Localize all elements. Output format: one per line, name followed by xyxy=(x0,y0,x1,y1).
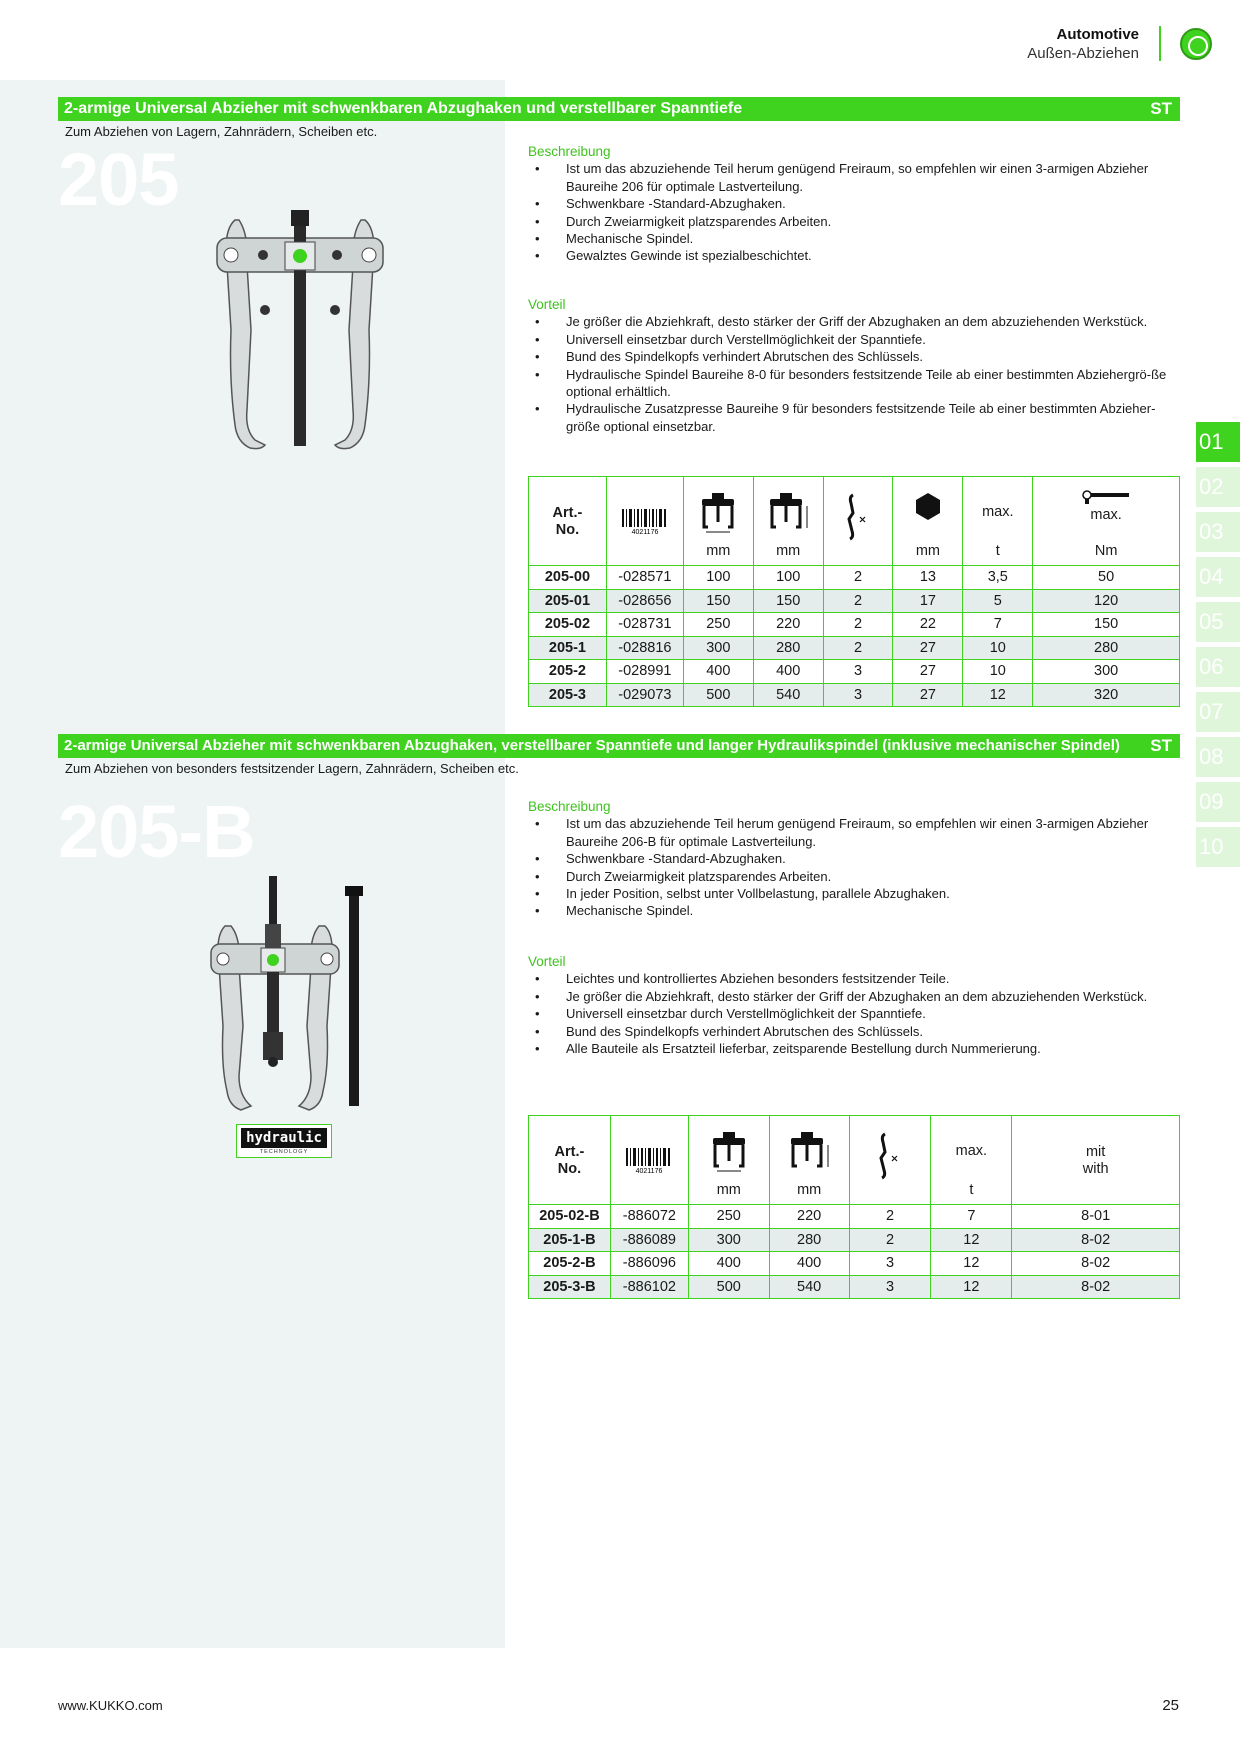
barcode-icon xyxy=(624,1148,674,1174)
table-row: 205-2 -028991 400 400 3 27 10 300 xyxy=(529,660,1180,684)
svg-text:4021176: 4021176 xyxy=(631,529,659,535)
description-list xyxy=(528,815,1178,919)
advantage-block xyxy=(528,296,1178,435)
section-code: ST xyxy=(1150,99,1172,118)
table-row: 205-3 -029073 500 540 3 27 12 320 xyxy=(529,683,1180,707)
header-subtitle: Außen-Abziehen xyxy=(1027,45,1139,62)
puller-205-b-image xyxy=(205,876,375,1116)
header-barcode xyxy=(606,477,683,566)
table-row: 205-3-B -886102 500 540 3 12 8-02 xyxy=(529,1275,1180,1299)
header-barcode xyxy=(610,1116,688,1205)
hexagon-icon xyxy=(913,491,943,521)
spec-table-205-b xyxy=(528,1115,1180,1299)
description-block xyxy=(528,798,1178,920)
span-width-icon xyxy=(698,491,738,535)
chapter-tab-05[interactable]: 05 xyxy=(1196,602,1240,642)
list-item: • Schwenkbare -Standard-Abzughaken. xyxy=(528,850,1178,867)
chapter-tab-09[interactable]: 09 xyxy=(1196,782,1240,822)
table-row: 205-1 -028816 300 280 2 27 10 280 xyxy=(529,636,1180,660)
header-separator xyxy=(1159,26,1161,61)
header-max-force: max. t xyxy=(963,477,1033,566)
header-art-no: Art.- No. xyxy=(529,1116,611,1205)
header-span-width: mm xyxy=(683,477,753,566)
hook-arm-icon xyxy=(843,491,873,541)
header-max-force: max. t xyxy=(931,1116,1012,1205)
hydraulic-technology-badge xyxy=(236,1124,332,1158)
section-title: 2-armige Universal Abzieher mit schwenkbaren Abzughaken und verstellbarer Spanntiefe xyxy=(64,100,743,117)
table-row: 205-1-B -886089 300 280 2 12 8-02 xyxy=(529,1228,1180,1252)
header-max-torque: max. Nm xyxy=(1033,477,1180,566)
description-list xyxy=(528,160,1178,264)
spec-table-205 xyxy=(528,476,1180,707)
torque-wrench-icon xyxy=(1081,487,1131,505)
section-subtitle: Zum Abziehen von besonders festsitzender Lagern, Zahnrädern, Scheiben etc. xyxy=(65,761,519,776)
list-item: • In jeder Position, selbst unter Vollbelastung, parallele Abzughaken. xyxy=(528,885,1178,902)
advantage-list xyxy=(528,313,1178,435)
header-art-no: Art.- No. xyxy=(529,477,607,566)
chapter-tab-08[interactable]: 08 xyxy=(1196,737,1240,777)
list-item: • Mechanische Spindel. xyxy=(528,902,1178,919)
span-width-icon xyxy=(709,1130,749,1174)
chapter-tab-10[interactable]: 10 xyxy=(1196,827,1240,867)
svg-text:4021176: 4021176 xyxy=(635,1168,663,1174)
list-item: • Gewalztes Gewinde ist spezialbeschichtet. xyxy=(528,247,1178,264)
section-subtitle: Zum Abziehen von Lagern, Zahnrädern, Scheiben etc. xyxy=(65,124,378,139)
list-item: • Bund des Spindelkopfs verhindert Abrutschen des Schlüssels. xyxy=(528,1023,1178,1040)
puller-205-image xyxy=(205,210,395,460)
page-header xyxy=(1027,26,1139,64)
header-mit-with: mit with xyxy=(1012,1116,1180,1205)
description-heading: Beschreibung xyxy=(528,144,611,159)
header-arm-count xyxy=(849,1116,931,1205)
span-depth-icon xyxy=(766,491,810,535)
header-arm-count xyxy=(823,477,893,566)
header-span-depth: mm xyxy=(769,1116,849,1205)
table-row: 205-01 -028656 150 150 2 17 5 120 xyxy=(529,589,1180,613)
header-hex: mm xyxy=(893,477,963,566)
hydraulic-badge-word: hydraulic xyxy=(241,1128,327,1148)
header-span-depth: mm xyxy=(753,477,823,566)
table-row: 205-02 -028731 250 220 2 22 7 150 xyxy=(529,613,1180,637)
footer-url-link[interactable]: www.KUKKO.com xyxy=(58,1698,163,1713)
list-item: • Durch Zweiarmigkeit platzsparendes Arbeiten. xyxy=(528,868,1178,885)
advantage-heading: Vorteil xyxy=(528,954,566,969)
advantage-list xyxy=(528,970,1178,1057)
chapter-tab-07[interactable]: 07 xyxy=(1196,692,1240,732)
list-item: • Bund des Spindelkopfs verhindert Abrutschen des Schlüssels. xyxy=(528,348,1178,365)
chapter-tab-04[interactable]: 04 xyxy=(1196,557,1240,597)
list-item: • Schwenkbare -Standard-Abzughaken. xyxy=(528,195,1178,212)
kukko-logo-icon xyxy=(1180,28,1212,60)
list-item: • Durch Zweiarmigkeit platzsparendes Arbeiten. xyxy=(528,213,1178,230)
chapter-tab-03[interactable]: 03 xyxy=(1196,512,1240,552)
hook-arm-icon xyxy=(875,1130,905,1180)
chapter-tab-01[interactable]: 01 xyxy=(1196,422,1240,462)
header-span-width: mm xyxy=(688,1116,769,1205)
list-item: • Hydraulische Zusatzpresse Baureihe 9 für besonders festsitzende Teile ab einer bestimmten Abzieher-größe optional einsetzbar. xyxy=(528,400,1178,435)
section-title-bar xyxy=(58,97,1180,121)
header-title: Automotive xyxy=(1056,26,1139,43)
list-item: • Alle Bauteile als Ersatzteil lieferbar, zeitsparende Bestellung durch Nummerierung. xyxy=(528,1040,1178,1057)
span-depth-icon xyxy=(787,1130,831,1174)
barcode-icon xyxy=(620,509,670,535)
chapter-tab-06[interactable]: 06 xyxy=(1196,647,1240,687)
advantage-block xyxy=(528,953,1178,1057)
list-item: • Mechanische Spindel. xyxy=(528,230,1178,247)
chapter-tab-02[interactable]: 02 xyxy=(1196,467,1240,507)
series-number: 205 xyxy=(58,138,179,221)
list-item: • Leichtes und kontrolliertes Abziehen besonders festsitzender Teile. xyxy=(528,970,1178,987)
table-row: 205-02-B -886072 250 220 2 7 8-01 xyxy=(529,1205,1180,1229)
description-block xyxy=(528,143,1178,265)
list-item: • Hydraulische Spindel Baureihe 8-0 für besonders festsitzende Teile ab einer bestimmten Abziehergrö-ße optional erhältlich. xyxy=(528,366,1178,401)
section-title: 2-armige Universal Abzieher mit schwenkbaren Abzughaken, verstellbarer Spanntiefe und langer Hydraulikspindel (inklusive mechanischer Spindel) xyxy=(64,737,1120,754)
section-title-bar xyxy=(58,734,1180,758)
hydraulic-badge-tech: TECHNOLOGY xyxy=(259,1149,309,1155)
description-heading: Beschreibung xyxy=(528,799,611,814)
series-number: 205-B xyxy=(58,790,255,873)
list-item: • Ist um das abzuziehende Teil herum genügend Freiraum, so empfehlen wir einen 3-armigen Abzieher Baureihe 206 für optimale Lastverteilung. xyxy=(528,160,1178,195)
section-code: ST xyxy=(1150,736,1172,755)
advantage-heading: Vorteil xyxy=(528,297,566,312)
list-item: • Ist um das abzuziehende Teil herum genügend Freiraum, so empfehlen wir einen 3-armigen Abzieher Baureihe 206-B für optimale Lastverteilung. xyxy=(528,815,1178,850)
list-item: • Universell einsetzbar durch Verstellmöglichkeit der Spanntiefe. xyxy=(528,1005,1178,1022)
table-row: 205-2-B -886096 400 400 3 12 8-02 xyxy=(529,1252,1180,1276)
table-row: 205-00 -028571 100 100 2 13 3,5 50 xyxy=(529,566,1180,590)
list-item: • Je größer die Abziehkraft, desto stärker der Griff der Abzughaken an dem abzuziehenden Werkstück. xyxy=(528,313,1178,330)
page-number: 25 xyxy=(1162,1697,1179,1714)
list-item: • Universell einsetzbar durch Verstellmöglichkeit der Spanntiefe. xyxy=(528,331,1178,348)
list-item: • Je größer die Abziehkraft, desto stärker der Griff der Abzughaken an dem abzuziehenden Werkstück. xyxy=(528,988,1178,1005)
